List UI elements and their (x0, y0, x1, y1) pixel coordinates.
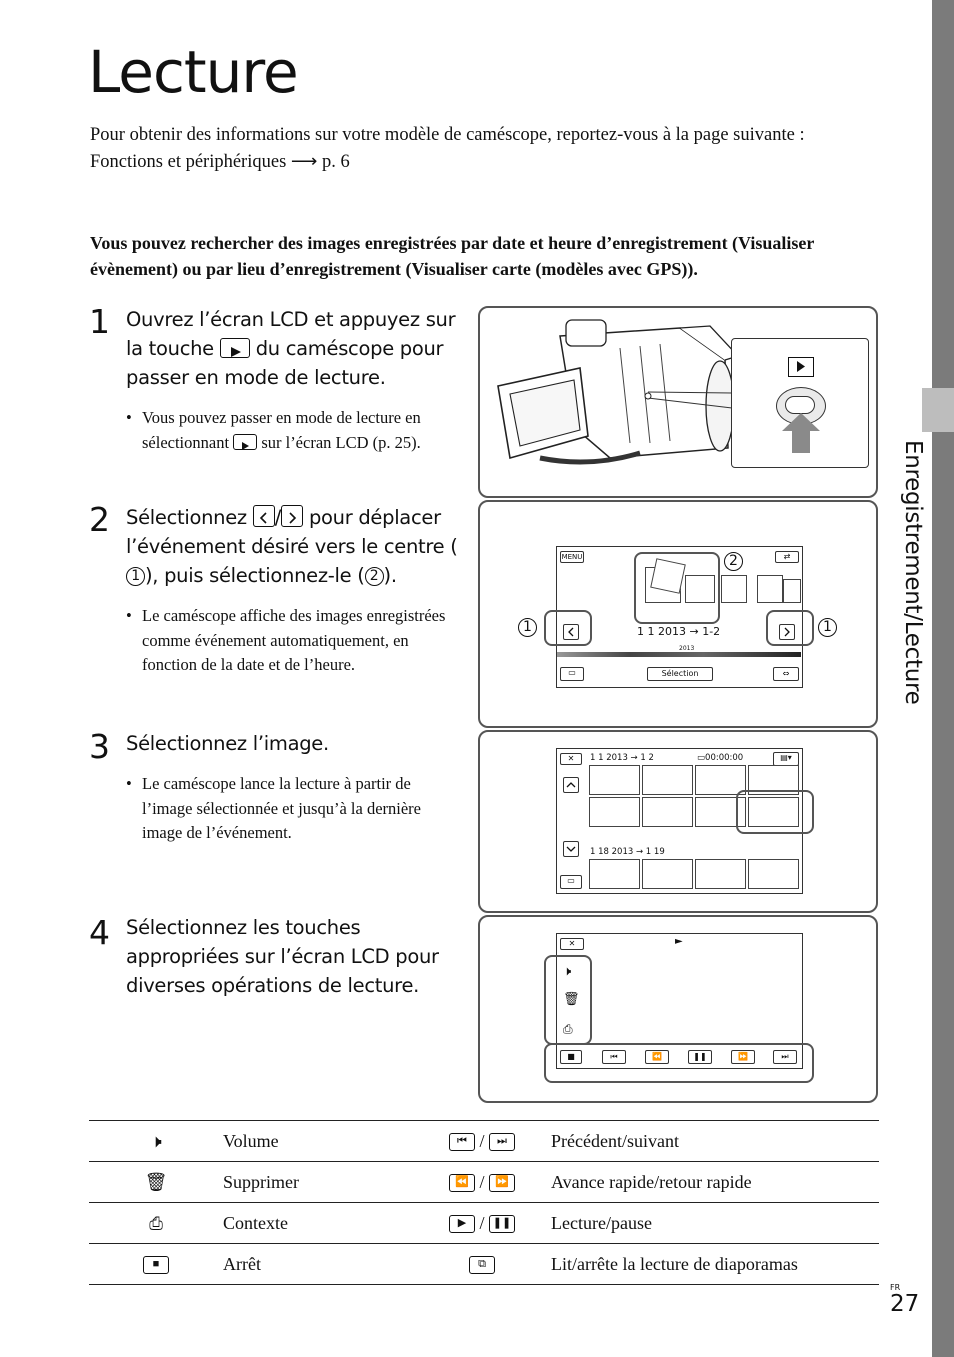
rewind-button[interactable]: ⏪ (645, 1050, 669, 1064)
pause-icon: ❚❚ (489, 1215, 515, 1233)
thumbnail[interactable] (695, 859, 746, 889)
search-info: Vous pouvez rechercher des images enregistrées par date et heure d’enregistrement (Visualiser évènement) ou par lieu d’enregistrement (Visualiser carte (modèles avec GPS)). (90, 233, 815, 279)
event-thumbnail[interactable] (721, 575, 747, 603)
trash-icon[interactable]: 🗑 (563, 992, 580, 1007)
next-icon: ⏭ (489, 1133, 515, 1151)
step-1-text: Ouvrez l’écran LCD et appuyez sur la touche du caméscope pour passer en mode de lecture. (126, 308, 456, 389)
rewind-icon: ⏪ (449, 1174, 475, 1192)
step-number: 2 (89, 500, 110, 539)
view-filter-icon[interactable]: ▤▾ (773, 752, 799, 766)
play-pause-icons: ▶ / ❚❚ (413, 1203, 551, 1244)
map-switch-icon[interactable]: ⇔ (773, 667, 799, 681)
ff-rew-icons: ⏪ / ⏩ (413, 1162, 551, 1203)
context-icon: ⎙ (149, 1213, 163, 1233)
step-number: 4 (89, 913, 110, 952)
select-button[interactable]: Sélection (647, 667, 713, 681)
page-number: 27 (890, 1291, 920, 1317)
next-highlight (766, 610, 814, 646)
event-thumbnail[interactable] (757, 575, 783, 603)
page-footer (890, 1283, 919, 1316)
slideshow-icon: ⧉ (469, 1256, 495, 1274)
marker-1: 1 (818, 618, 837, 637)
step-number: 3 (89, 727, 110, 766)
step-number: 1 (89, 302, 110, 341)
previous-button[interactable]: ⏮ (602, 1050, 626, 1064)
step-3-bullet: • Le caméscope lance la lecture à partir de l’image sélectionnée et jusqu’à la dernière image de l’événement. (126, 772, 461, 846)
thumbnail[interactable] (642, 797, 693, 827)
side-tab-marker (922, 388, 954, 432)
legend-row: 🗑 Supprimer ⏪ / ⏩ Avance rapide/retour rapide (89, 1162, 879, 1203)
intro-text (90, 122, 850, 176)
play-icon (788, 357, 814, 377)
step-3-text: Sélectionnez l’image. (126, 732, 329, 755)
marker-1: 1 (518, 618, 537, 637)
page-title: Lecture (88, 38, 298, 106)
pause-button[interactable]: ❚❚ (688, 1050, 712, 1064)
event-date: 1 1 2013 → 1-2 (637, 625, 721, 638)
index-view-illustration (478, 730, 878, 913)
volume-icon: 🕨 (150, 1130, 162, 1151)
button-legend (89, 1120, 879, 1285)
step-1-bullet: • Vous pouvez passer en mode de lecture en sélectionnant sur l’écran LCD (p. 25). (126, 406, 461, 455)
stop-button[interactable]: ■ (560, 1050, 582, 1064)
thumbnail[interactable] (748, 859, 799, 889)
thumbnail[interactable] (589, 797, 640, 827)
legend-row: 🕨 Volume ⏮ / ⏭ Précédent/suivant (89, 1121, 879, 1162)
playback-illustration (478, 915, 878, 1103)
section-label: Enregistrement/Lecture (900, 440, 926, 705)
prev-highlight (544, 610, 592, 646)
fast-forward-icon: ⏩ (489, 1174, 515, 1192)
close-icon[interactable]: ✕ (560, 753, 582, 765)
volume-icon[interactable]: 🕨 (563, 964, 572, 979)
thumbnail[interactable] (589, 859, 640, 889)
intro-reference: Fonctions et périphériques ⟶ p. 6 (90, 152, 350, 172)
menu-button[interactable]: MENU (561, 553, 583, 561)
stop-icon: ■ (143, 1256, 169, 1274)
press-arrow-icon (778, 409, 824, 455)
arrow-icon: ⟶ (290, 152, 318, 172)
thumbnail[interactable] (642, 859, 693, 889)
step-2-text: Sélectionnez / pour déplacer l’événement désiré vers le centre (1 ), puis sélectionnez-le ( 2 ). (126, 506, 458, 587)
language-code: FR (890, 1283, 901, 1292)
event-thumbnail[interactable] (783, 579, 801, 603)
scroll-up-button[interactable] (563, 777, 579, 793)
play-button-closeup (731, 338, 869, 468)
legend-row: ⎙ Contexte ▶ / ❚❚ Lecture/pause (89, 1203, 879, 1244)
total-time: ▭00:00:00 (697, 753, 744, 763)
step-2-bullet: • Le caméscope affiche des images enregistrées comme événement automatiquement, en fonction de la date et de l’heure. (126, 604, 461, 678)
marker-2: 2 (365, 567, 384, 586)
side-bar (932, 0, 954, 1357)
view-switch-icon[interactable]: ⇄ (775, 551, 799, 563)
marker-2: 2 (724, 552, 743, 571)
next-event-icon (281, 505, 303, 527)
event-view-illustration (478, 500, 878, 728)
playing-indicator-icon: ► (675, 936, 683, 947)
timeline-bar[interactable] (557, 652, 801, 657)
trash-icon: 🗑 (144, 1171, 168, 1192)
timeline-year: 2013 (679, 645, 695, 652)
play-icon (220, 338, 250, 358)
marker-1: 1 (126, 567, 145, 586)
event-range-1: 1 1 2013 → 1 2 (590, 753, 654, 763)
context-icon[interactable]: ⎙ (563, 1022, 573, 1036)
selected-image-highlight (736, 790, 814, 834)
event-range-2: 1 18 2013 → 1 19 (590, 847, 665, 857)
step-4-text: Sélectionnez les touches appropriées sur l’écran LCD pour diverses opérations de lecture. (126, 916, 439, 997)
previous-event-icon (253, 505, 275, 527)
side-controls-highlight (544, 955, 592, 1045)
playback-mode-icon[interactable]: ▭ (560, 875, 582, 889)
next-button[interactable]: ⏭ (773, 1050, 797, 1064)
bottom-controls-highlight (544, 1043, 814, 1083)
playback-mode-icon[interactable]: ▭ (560, 667, 584, 681)
thumbnail[interactable] (642, 765, 693, 795)
close-icon[interactable]: ✕ (560, 938, 584, 950)
fast-forward-button[interactable]: ⏩ (731, 1050, 755, 1064)
intro-line1: Pour obtenir des informations sur votre modèle de caméscope, reportez-vous à la page suivante : (90, 125, 805, 145)
previous-icon: ⏮ (449, 1133, 475, 1151)
scroll-down-button[interactable] (563, 841, 579, 857)
camcorder-illustration (478, 306, 878, 498)
legend-row: ■ Arrêt ⧉ Lit/arrête la lecture de diaporamas (89, 1244, 879, 1285)
play-icon: ▶ (449, 1215, 475, 1233)
play-icon (233, 434, 257, 450)
selected-event-highlight (634, 552, 720, 624)
prev-next-icons: ⏮ / ⏭ (413, 1121, 551, 1162)
thumbnail[interactable] (589, 765, 640, 795)
